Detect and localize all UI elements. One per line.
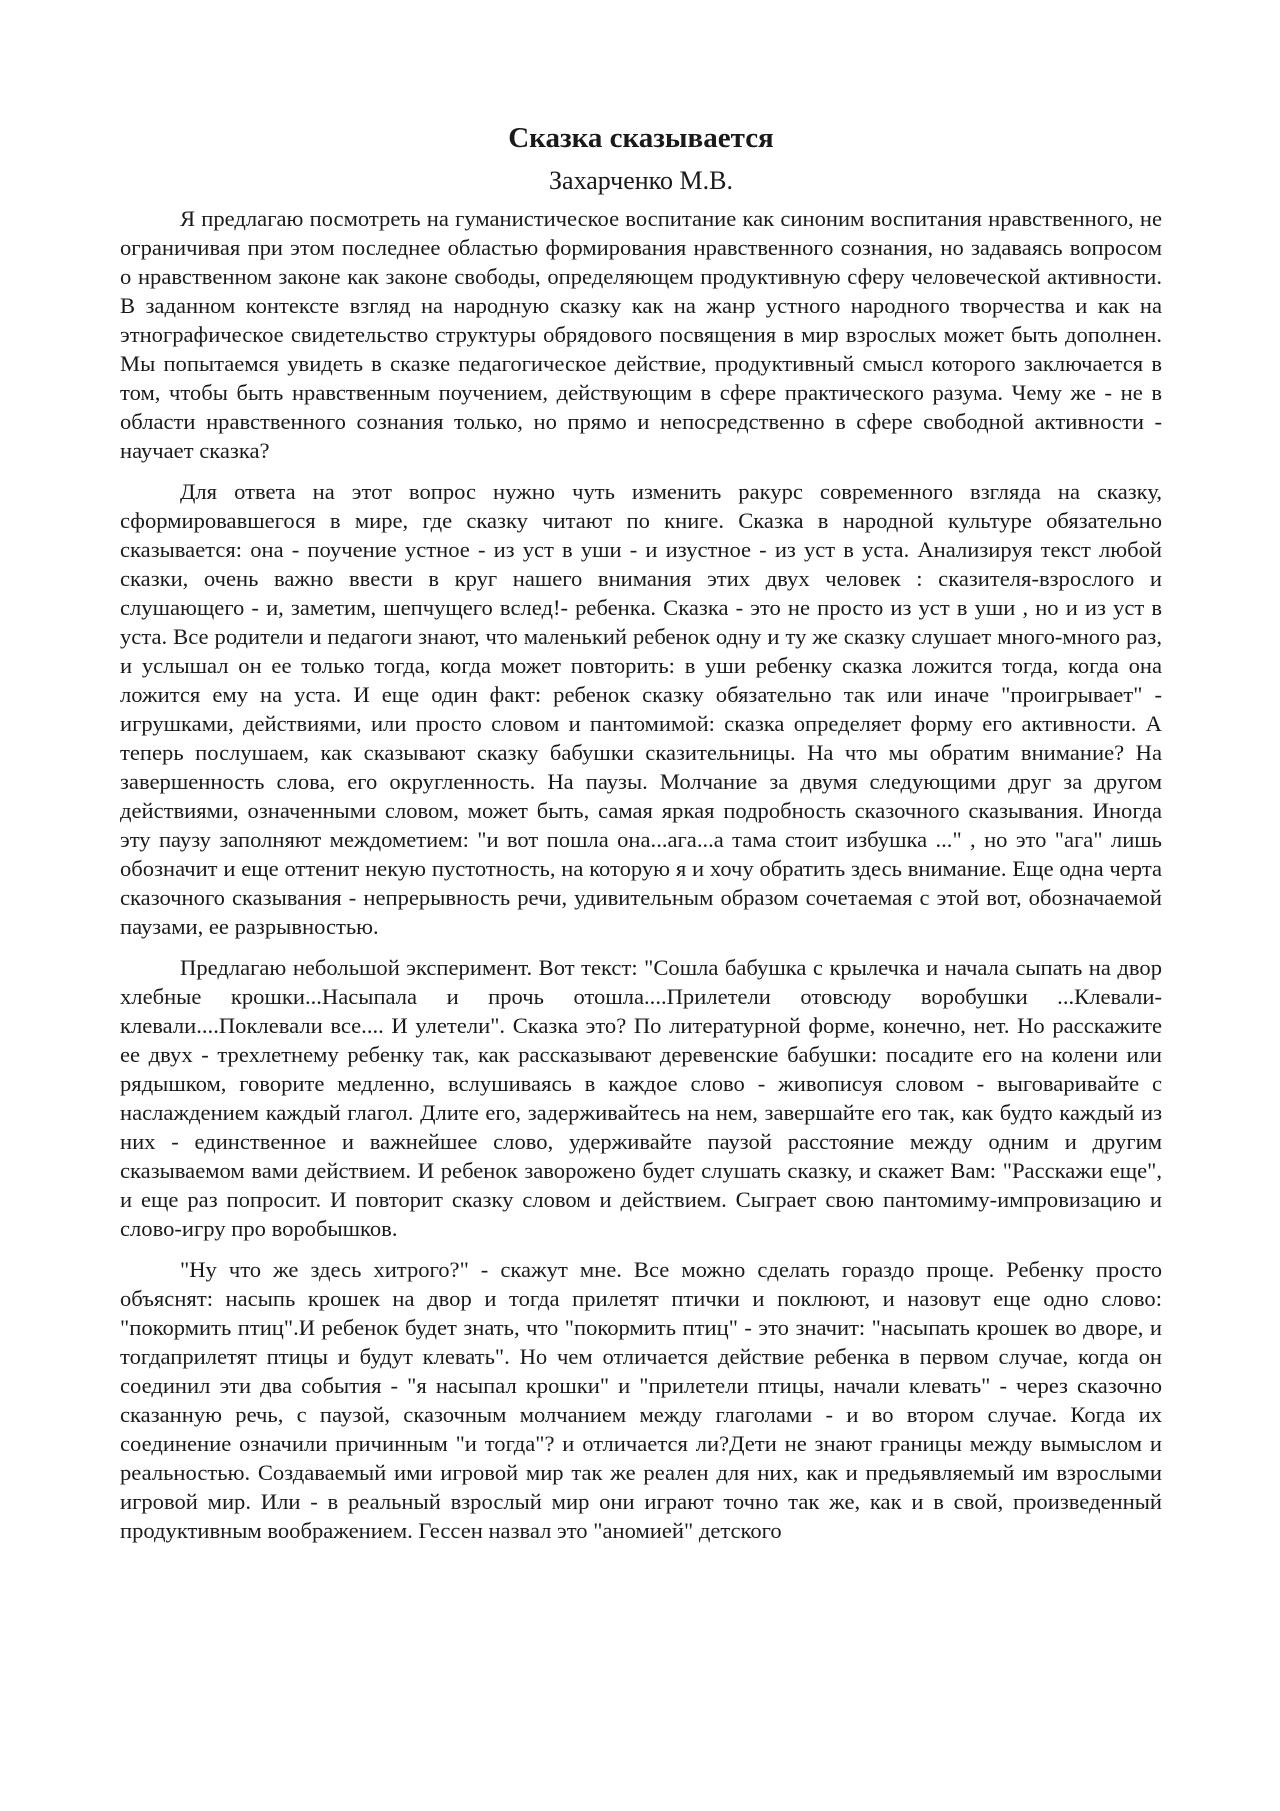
paragraph-4: "Ну что же здесь хитрого?" - скажут мне. Все можно сделать гораздо проще. Ребенку просто объяснят: насыпь крошек на двор и тогда прилетят птички и поклюют, и назовут еще одно слово: "покормить птиц".И ребенок будет знать, что "покормить птиц" - это значит: "насыпать крошек во дворе, и тогдаприлетят птицы и будут клевать". Но чем отличается действие ребенка в первом случае, когда он соединил эти два события - "я насыпал крошки" и "прилетели птицы, начали клевать" - через сказочно сказанную речь, с паузой, сказочным молчанием между глаголами - и во втором случае. Когда их соединение означили причинным "и тогда"? и отличается ли?Дети не знают границы между вымыслом и реальностью. Создаваемый ими игровой мир так же реален для них, как и предьявляемый им взрослыми игровой мир. Или - в реальный взрослый мир они играют точно так же, как и в свой, произведенный продуктивным воображением. Гессен назвал это "аномией" детского: [120, 1257, 1162, 1543]
document-author: Захарченко М.В.: [549, 166, 733, 195]
document-page: [120, 118, 1162, 1557]
paragraph-2: Для ответа на этот вопрос нужно чуть изменить ракурс современного взгляда на сказку, сформировавшегося в мире, где сказку читают по книге. Сказка в народной культуре обязательно сказывается: она - поучение устное - из уст в уши - и изустное - из уст в уста. Анализируя текст любой сказки, очень важно ввести в круг нашего внимания этих двух человек : сказителя-взрослого и слушающего - и, заметим, шепчущего вслед!- ребенка. Сказка - это не просто из уст в уши , но и из уст в уста. Все родители и педагоги знают, что маленький ребенок одну и ту же сказку слушает много-много раз, и услышал он ее только тогда, когда может повторить: в уши ребенку сказка ложится тогда, когда она ложится ему на уста. И еще один факт: ребенок сказку обязательно так или иначе "проигрывает" - игрушками, действиями, или просто словом и пантомимой: сказка определяет форму его активности. А теперь послушаем, как сказывают сказку бабушки сказительницы. На что мы обратим внимание? На завершенность слова, его округленность. На паузы. Молчание за двумя следующими друг за другом действиями, означенными словом, может быть, самая яркая подробность сказочного сказывания. Иногда эту паузу заполняют междометием: "и вот пошла она...ага...а тама стоит избушка ..." , но это "ага" лишь обозначит и еще оттенит некую пустотность, на которую я и хочу обратить здесь внимание. Еще одна черта сказочного сказывания - непрерывность речи, удивительным образом сочетаемая с этой вот, обозначаемой паузами, ее разрывностью.: [120, 479, 1162, 939]
paragraph-3: Предлагаю небольшой эксперимент. Вот текст: "Сошла бабушка с крылечка и начала сыпать на двор хлебные крошки...Насыпала и прочь отошла....Прилетели отовсюду воробушки ...Клевали-клевали....Поклевали все.... И улетели". Сказка это? По литературной форме, конечно, нет. Но расскажите ее двух - трехлетнему ребенку так, как рассказывают деревенские бабушки: посадите его на колени или рядышком, говорите медленно, вслушиваясь в каждое слово - живописуя словом - выговаривайте с наслаждением каждый глагол. Длите его, задерживайтесь на нем, завершайте его так, как будто каждый из них - единственное и важнейшее слово, удерживайте паузой расстояние между одним и другим сказываемом вами действием. И ребенок заворожено будет слушать сказку, и скажет Вам: "Расскажи еще", и еще раз попросит. И повторит сказку словом и действием. Сыграет свою пантомиму-импровизацию и слово-игру про воробышков.: [120, 955, 1162, 1241]
paragraph-1: Я предлагаю посмотреть на гуманистическое воспитание как синоним воспитания нравственного, не ограничивая при этом последнее областью формирования нравственного сознания, но задаваясь вопросом о нравственном законе как законе свободы, определяющем продуктивную сферу человеческой активности. В заданном контексте взгляд на народную сказку как на жанр устного народного творчества и как на этнографическое свидетельство структуры обрядового посвящения в мир взрослых может быть дополнен. Мы попытаемся увидеть в сказке педагогическое действие, продуктивный смысл которого заключается в том, чтобы быть нравственным поучением, действующим в сфере практического разума. Чему же - не в области нравственного сознания только, но прямо и непосредственно в сфере свободной активности - научает сказка?: [120, 206, 1162, 463]
document-title: Сказка сказывается: [508, 122, 774, 154]
